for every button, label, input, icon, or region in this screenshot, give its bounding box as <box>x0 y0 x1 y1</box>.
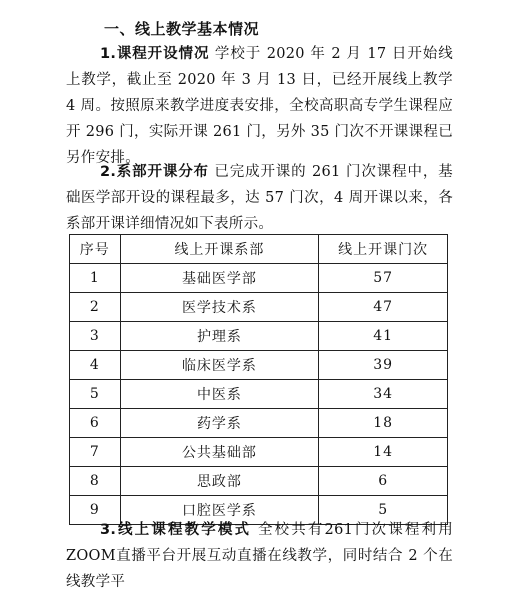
paragraph-course-offering <box>66 41 453 171</box>
cell-count: 14 <box>319 438 448 467</box>
cell-department: 中医系 <box>120 380 319 409</box>
header-department: 线上开课系部 <box>120 235 319 264</box>
cell-index: 2 <box>70 293 121 322</box>
table-row <box>70 351 448 380</box>
section-heading: 一、线上教学基本情况 <box>104 20 260 38</box>
cell-department: 思政部 <box>120 467 319 496</box>
cell-index: 8 <box>70 467 121 496</box>
cell-count: 57 <box>319 264 448 293</box>
cell-index: 4 <box>70 351 121 380</box>
cell-department: 药学系 <box>120 409 319 438</box>
cell-count: 41 <box>319 322 448 351</box>
cell-index: 3 <box>70 322 121 351</box>
cell-department: 临床医学系 <box>120 351 319 380</box>
cell-index: 7 <box>70 438 121 467</box>
department-course-table <box>69 234 448 525</box>
cell-index: 9 <box>70 496 121 525</box>
header-index: 序号 <box>70 235 121 264</box>
cell-count: 6 <box>319 467 448 496</box>
cell-department: 护理系 <box>120 322 319 351</box>
table-row <box>70 409 448 438</box>
table-row <box>70 467 448 496</box>
cell-index: 6 <box>70 409 121 438</box>
cell-count: 34 <box>319 380 448 409</box>
cell-index: 5 <box>70 380 121 409</box>
cell-department: 口腔医学系 <box>120 496 319 525</box>
table-header-row <box>70 235 448 264</box>
table-row <box>70 322 448 351</box>
cell-count: 39 <box>319 351 448 380</box>
cell-department: 公共基础部 <box>120 438 319 467</box>
cell-count: 18 <box>319 409 448 438</box>
table-row <box>70 293 448 322</box>
cell-count: 5 <box>319 496 448 525</box>
cell-department: 基础医学部 <box>120 264 319 293</box>
header-course-count: 线上开课门次 <box>319 235 448 264</box>
paragraph-department-distribution <box>66 159 453 237</box>
table-row <box>70 380 448 409</box>
paragraph-body: 已完成开课的 261 门次课程中，基础医学部开设的课程最多，达 57 门次，4 周开课以来，各系部开课详细情况如下表所示。 <box>66 164 453 232</box>
cell-index: 1 <box>70 264 121 293</box>
table-row <box>70 438 448 467</box>
table-row <box>70 264 448 293</box>
paragraph-lead: 2.系部开课分布 <box>100 164 209 180</box>
cell-count: 47 <box>319 293 448 322</box>
paragraph-lead: 3.线上课程教学模式 <box>100 522 252 538</box>
paragraph-teaching-mode <box>66 517 453 595</box>
cell-department: 医学技术系 <box>120 293 319 322</box>
paragraph-body: 全校共有261门次课程利用ZOOM直播平台开展互动直播在线教学，同时结合 2 个在线教学平 <box>66 522 453 590</box>
paragraph-lead: 1.课程开设情况 <box>100 46 210 62</box>
paragraph-body: 学校于 2020 年 2 月 17 日开始线上教学，截止至 2020 年 3 月 13 日，已经开展线上教学 4 周。按照原来教学进度表安排，全校高职高专学生课程应开 296 门，实际开课 261 门，另外 35 门次不开课课程已另作安排。 <box>66 46 453 166</box>
